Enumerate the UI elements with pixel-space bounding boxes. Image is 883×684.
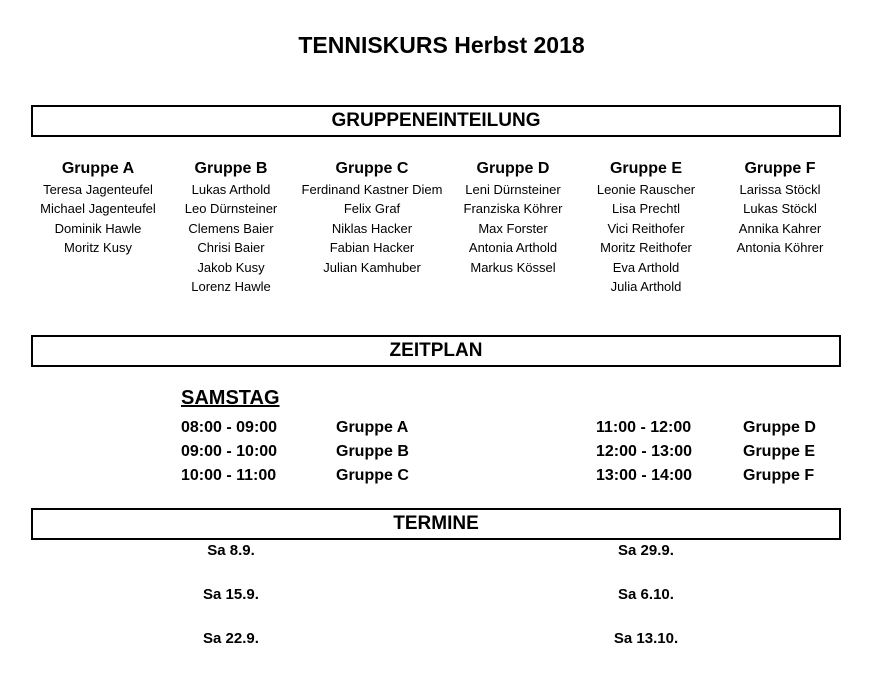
group-member: Felix Graf — [343, 201, 401, 217]
group-heading: Gruppe D — [476, 160, 550, 177]
group-member: Leonie Rauscher — [596, 182, 696, 197]
group-member: Leo Dürnsteiner — [184, 201, 278, 217]
schedule-day-title: SAMSTAG — [181, 387, 280, 409]
group-member: Lorenz Hawle — [191, 278, 271, 294]
schedule-times-right — [596, 416, 692, 488]
schedule-time: 10:00 - 11:00 — [181, 467, 277, 484]
group-member: Lukas Stöckl — [743, 201, 817, 217]
schedule-time: 09:00 - 10:00 — [181, 443, 278, 460]
schedule-time: 08:00 - 09:00 — [181, 419, 278, 436]
schedule-groups-left — [336, 416, 409, 488]
schedule-section-heading: ZEITPLAN — [31, 335, 841, 367]
group-heading: Gruppe A — [61, 160, 135, 177]
group-member: Teresa Jagenteufel — [43, 182, 153, 197]
page-title: TENNISKURS Herbst 2018 — [298, 32, 585, 58]
group-member: Julia Arthold — [610, 278, 682, 294]
group-member: Leni Dürnsteiner — [465, 182, 561, 197]
group-member: Antonia Köhrer — [736, 240, 824, 256]
group-member: Antonia Arthold — [468, 240, 558, 256]
schedule-group: Gruppe F — [743, 467, 815, 484]
schedule-group: Gruppe D — [743, 419, 816, 436]
group-member: Julian Kamhuber — [323, 259, 421, 275]
group-heading: Gruppe B — [194, 160, 268, 177]
group-member: Annika Kahrer — [738, 220, 822, 236]
group-column-e — [571, 157, 721, 296]
group-member: Larissa Stöckl — [739, 182, 821, 197]
group-member: Fabian Hacker — [329, 240, 415, 256]
date-entry: Sa 29.9. — [618, 542, 674, 559]
group-member: Lisa Prechtl — [612, 201, 680, 217]
group-member: Chrisi Baier — [197, 240, 265, 256]
group-column-b — [156, 157, 306, 296]
schedule-group: Gruppe E — [743, 443, 816, 460]
group-member: Ferdinand Kastner Diem — [301, 182, 443, 197]
date-entry: Sa 6.10. — [618, 586, 674, 603]
group-column-d — [438, 157, 588, 277]
group-column-f — [705, 157, 855, 258]
schedule-groups-right — [743, 416, 816, 488]
group-member: Franziska Köhrer — [463, 201, 563, 217]
schedule-time: 13:00 - 14:00 — [596, 467, 693, 484]
group-member: Lukas Arthold — [191, 182, 271, 197]
group-member: Michael Jagenteufel — [40, 201, 156, 217]
group-heading: Gruppe E — [609, 160, 682, 177]
schedule-time: 12:00 - 13:00 — [596, 443, 693, 460]
group-member: Moritz Reithofer — [600, 240, 692, 256]
group-column-a — [23, 157, 173, 258]
schedule-group: Gruppe C — [336, 467, 409, 484]
date-entry: Sa 15.9. — [203, 586, 259, 603]
schedule-time: 11:00 - 12:00 — [596, 419, 692, 436]
schedule-group: Gruppe B — [336, 443, 409, 460]
date-entry: Sa 8.9. — [207, 542, 255, 559]
date-entry: Sa 13.10. — [613, 630, 679, 647]
group-member: Moritz Kusy — [64, 240, 132, 256]
group-member: Clemens Baier — [188, 220, 274, 236]
group-heading: Gruppe F — [744, 160, 816, 177]
group-member: Dominik Hawle — [54, 220, 142, 236]
group-member: Niklas Hacker — [331, 220, 413, 236]
group-column-c — [297, 157, 447, 277]
groups-section-heading: GRUPPENEINTEILUNG — [31, 105, 841, 137]
group-heading: Gruppe C — [335, 160, 409, 177]
date-entry: Sa 22.9. — [203, 630, 259, 647]
group-member: Vici Reithofer — [607, 220, 685, 236]
group-member: Eva Arthold — [612, 259, 680, 275]
group-member: Max Forster — [478, 220, 548, 236]
schedule-times-left — [181, 416, 277, 488]
schedule-group: Gruppe A — [336, 419, 409, 436]
group-member: Markus Kössel — [470, 259, 556, 275]
group-member: Jakob Kusy — [197, 259, 265, 275]
dates-section-heading: TERMINE — [31, 508, 841, 540]
